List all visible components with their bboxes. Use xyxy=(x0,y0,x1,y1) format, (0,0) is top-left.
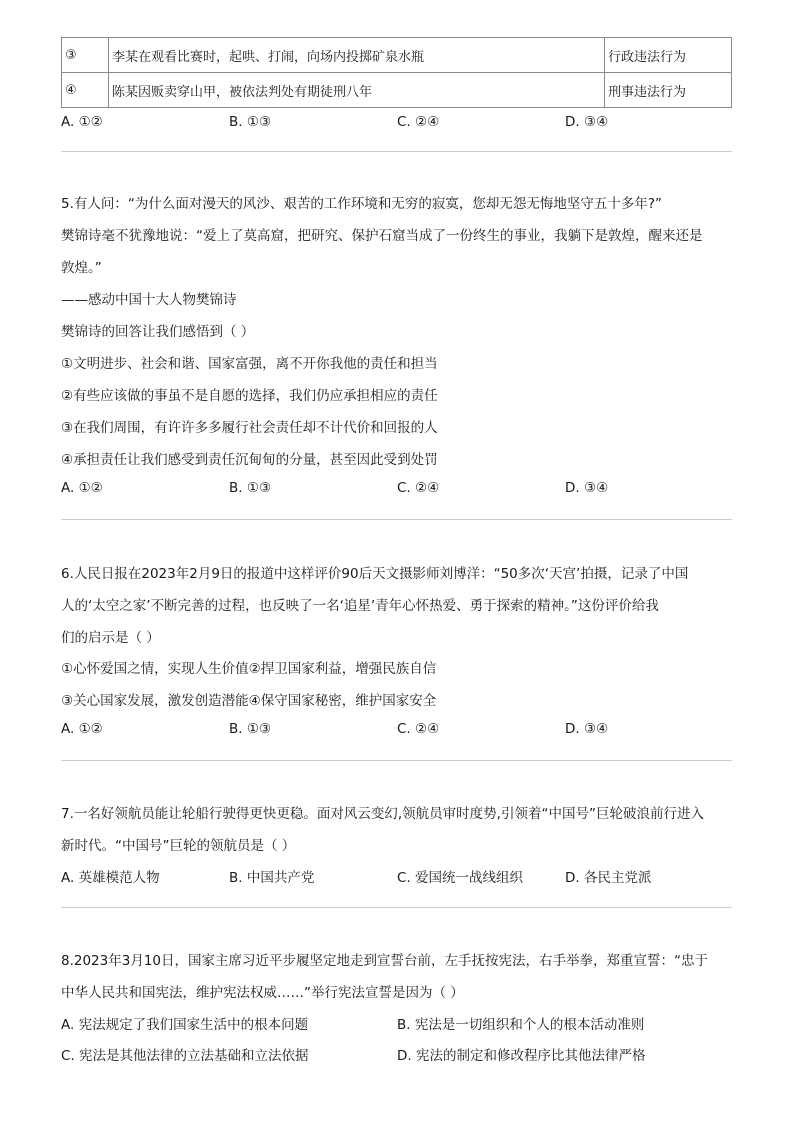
q5-statement: ③在我们周围，有许许多多履行社会责任却不计代价和回报的人 xyxy=(61,420,438,436)
option-a[interactable]: A. ①② xyxy=(61,480,103,496)
table-row xyxy=(62,73,732,108)
q5-stem-line: 5.有人问：“为什么面对漫天的风沙、艰苦的工作环境和无穷的寂寞，您却无怨无悔地坚守五十多年?” xyxy=(61,196,663,212)
option-d[interactable]: D. ③④ xyxy=(565,114,609,130)
option-b[interactable]: B. ①③ xyxy=(229,721,272,737)
row-content: 陈某因贩卖穿山甲，被依法判处有期徒刑八年 xyxy=(109,73,605,108)
row-number: ④ xyxy=(62,73,109,108)
q7-question: 新时代。“中国号”巨轮的领航员是（ ） xyxy=(61,838,296,854)
option-d[interactable]: D. ③④ xyxy=(565,480,609,496)
option-a[interactable]: A. ①② xyxy=(61,114,103,130)
option-d[interactable]: D. ③④ xyxy=(565,721,609,737)
row-content: 李某在观看比赛时，起哄、打闹，向场内投掷矿泉水瓶 xyxy=(109,38,605,73)
q7-stem-line: 7.一名好领航员能让轮船行驶得更快更稳。面对风云变幻,领航员审时度势,引领着“中国号”巨轮破浪前行进入 xyxy=(61,806,704,822)
q5-stem-line: 樊锦诗毫不犹豫地说：“爱上了莫高窟，把研究、保护石窟当成了一份终生的事业，我躺下是敦煌，醒来还是 xyxy=(61,228,703,244)
option-a[interactable]: A. 宪法规定了我们国家生活中的根本问题 xyxy=(61,1017,309,1033)
option-c[interactable]: C. ②④ xyxy=(397,114,440,130)
q8-stem-line: 8.2023年3月10日，国家主席习近平步履坚定地走到宣誓台前，左手抚按宪法，右手举拳，郑重宣誓：“忠于 xyxy=(61,953,708,969)
q5-statement: ②有些应该做的事虽不是自愿的选择，我们仍应承担相应的责任 xyxy=(61,388,438,404)
q6-statement: ①心怀爱国之情，实现人生价值②捍卫国家利益，增强民族自信 xyxy=(61,661,437,677)
q5-question: 樊锦诗的回答让我们感悟到（ ） xyxy=(61,324,255,340)
row-type: 刑事违法行为 xyxy=(605,73,732,108)
divider xyxy=(61,760,732,761)
q5-statement: ④承担责任让我们感受到责任沉甸甸的分量，甚至因此受到处罚 xyxy=(61,452,438,468)
q8-question: 中华人民共和国宪法，维护宪法权威……”举行宪法宣誓是因为（ ） xyxy=(61,985,464,1001)
option-d[interactable]: D. 宪法的制定和修改程序比其他法律严格 xyxy=(397,1048,646,1064)
option-a[interactable]: A. ①② xyxy=(61,721,103,737)
q8-options-row-2 xyxy=(61,1044,732,1064)
q6-statement: ③关心国家发展，激发创造潜能④保守国家秘密，维护国家安全 xyxy=(61,693,437,709)
q8-options-row-1 xyxy=(61,1013,732,1033)
q6-stem-line: 人的‘太空之家’不断完善的过程，也反映了一名‘追星’青年心怀热爱、勇于探索的精神。”这份评价给我 xyxy=(61,598,659,614)
option-c[interactable]: C. 宪法是其他法律的立法基础和立法依据 xyxy=(61,1048,309,1064)
q6-stem-line: 6.人民日报在2023年2月9日的报道中这样评价90后天文摄影师刘博洋：“50多次‘天宫’拍摄，记录了中国 xyxy=(61,566,689,582)
q5-statement: ①文明进步、社会和谐、国家富强，离不开你我他的责任和担当 xyxy=(61,356,438,372)
row-type: 行政违法行为 xyxy=(605,38,732,73)
q4-options xyxy=(61,114,732,134)
option-b[interactable]: B. 宪法是一切组织和个人的根本活动准则 xyxy=(397,1017,645,1033)
option-b[interactable]: B. 中国共产党 xyxy=(229,870,315,886)
q5-options xyxy=(61,480,732,500)
option-d[interactable]: D. 各民主党派 xyxy=(565,870,652,886)
option-c[interactable]: C. ②④ xyxy=(397,721,440,737)
option-c[interactable]: C. ②④ xyxy=(397,480,440,496)
option-c[interactable]: C. 爱国统一战线组织 xyxy=(397,870,524,886)
row-number: ③ xyxy=(62,38,109,73)
option-b[interactable]: B. ①③ xyxy=(229,114,272,130)
divider xyxy=(61,151,732,152)
law-behavior-table xyxy=(61,37,732,108)
divider xyxy=(61,907,732,908)
q6-question: 们的启示是（ ） xyxy=(61,630,160,646)
q5-source: ——感动中国十大人物樊锦诗 xyxy=(61,292,237,308)
table-row xyxy=(62,38,732,73)
q5-stem-line: 敦煌。” xyxy=(61,260,102,276)
option-a[interactable]: A. 英雄模范人物 xyxy=(61,870,160,886)
option-b[interactable]: B. ①③ xyxy=(229,480,272,496)
divider xyxy=(61,519,732,520)
q7-options xyxy=(61,866,732,886)
q6-options xyxy=(61,721,732,741)
